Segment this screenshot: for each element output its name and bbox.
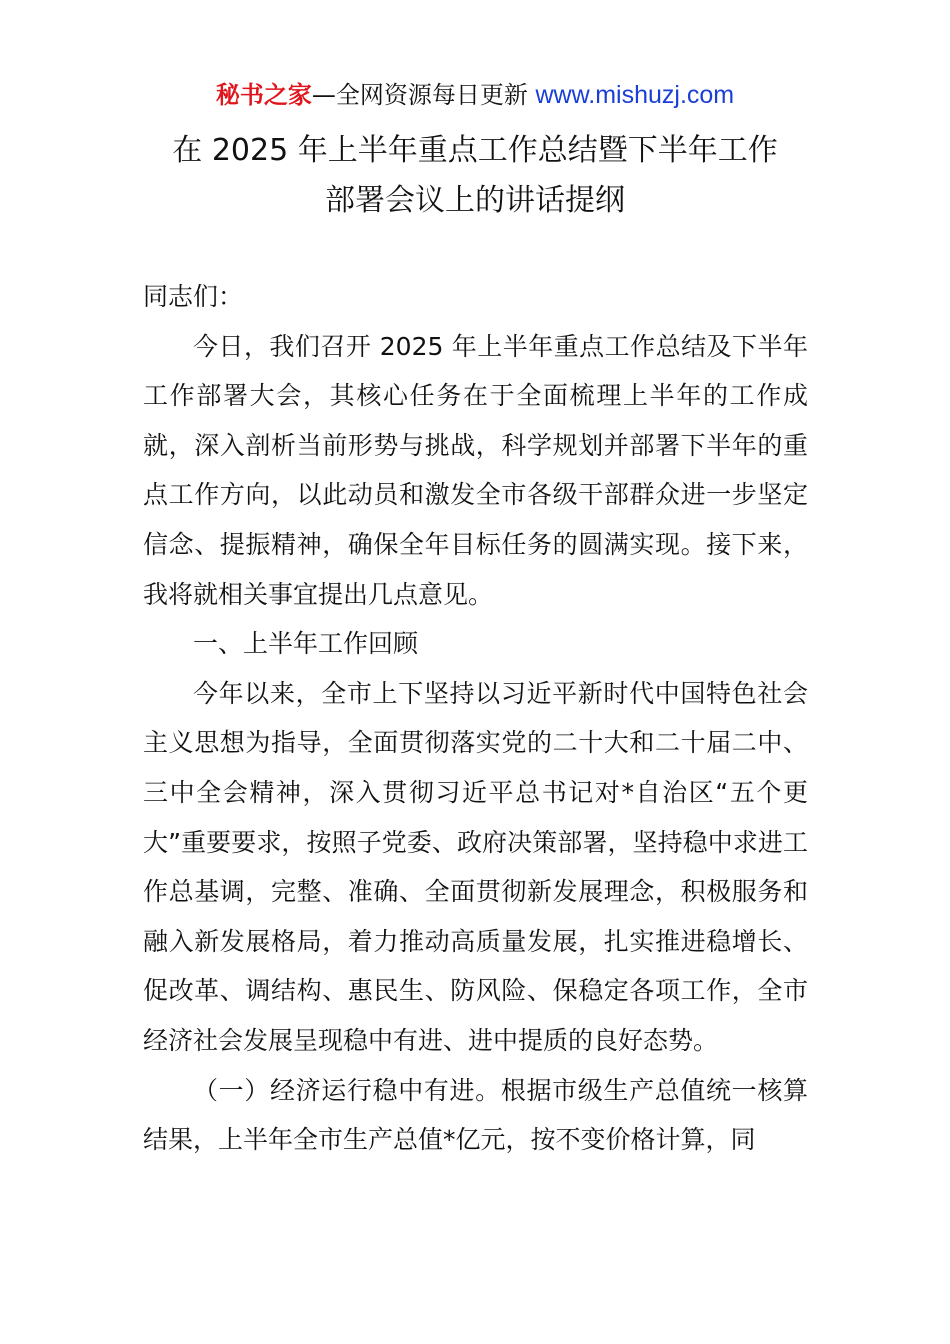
- section-heading: 一、上半年工作回顾: [193, 629, 419, 659]
- site-banner: [0, 78, 950, 112]
- paragraph-economy: （一）经济运行稳中有进。根据市级生产总值统一核算结果，上半年全市生产总值*亿元，按不变价格计算，同: [143, 1075, 808, 1155]
- brand-name: 秘书之家: [215, 81, 312, 109]
- document-title: [0, 126, 950, 226]
- paragraph-intro: 今日，我们召开 2025 年上半年重点工作总结及下半年工作部署大会，其核心任务在于全面梳理上半年的工作成就，深入剖析当前形势与挑战，科学规划并部署下半年的重点工作方向，以此动员和激发全市各级干部群众进一步坚定信念、提振精神，确保全年目标任务的圆满实现。接下来，我将就相关事宜提出几点意见。: [143, 331, 808, 609]
- document-body: [143, 272, 808, 1165]
- title-line-1: 在 2025 年上半年重点工作总结暨下半年工作: [172, 133, 778, 168]
- banner-tagline: —全网资源每日更新: [311, 81, 536, 109]
- title-line-2: 部署会议上的讲话提纲: [325, 183, 625, 218]
- paragraph-review: 今年以来，全市上下坚持以习近平新时代中国特色社会主义思想为指导，全面贯彻落实党的二十大和二十届二中、三中全会精神，深入贯彻习近平总书记对*自治区“五个更大”重要要求，按照子党委、政府决策部署，坚持稳中求进工作总基调，完整、准确、全面贯彻新发展理念，积极服务和融入新发展格局，着力推动高质量发展，扎实推进稳增长、促改革、调结构、惠民生、防风险、保稳定各项工作，全市经济社会发展呈现稳中有进、进中提质的良好态势。: [143, 678, 808, 1055]
- site-url-link[interactable]: www.mishuzj.com: [535, 81, 735, 109]
- salutation: 同志们：: [143, 282, 244, 311]
